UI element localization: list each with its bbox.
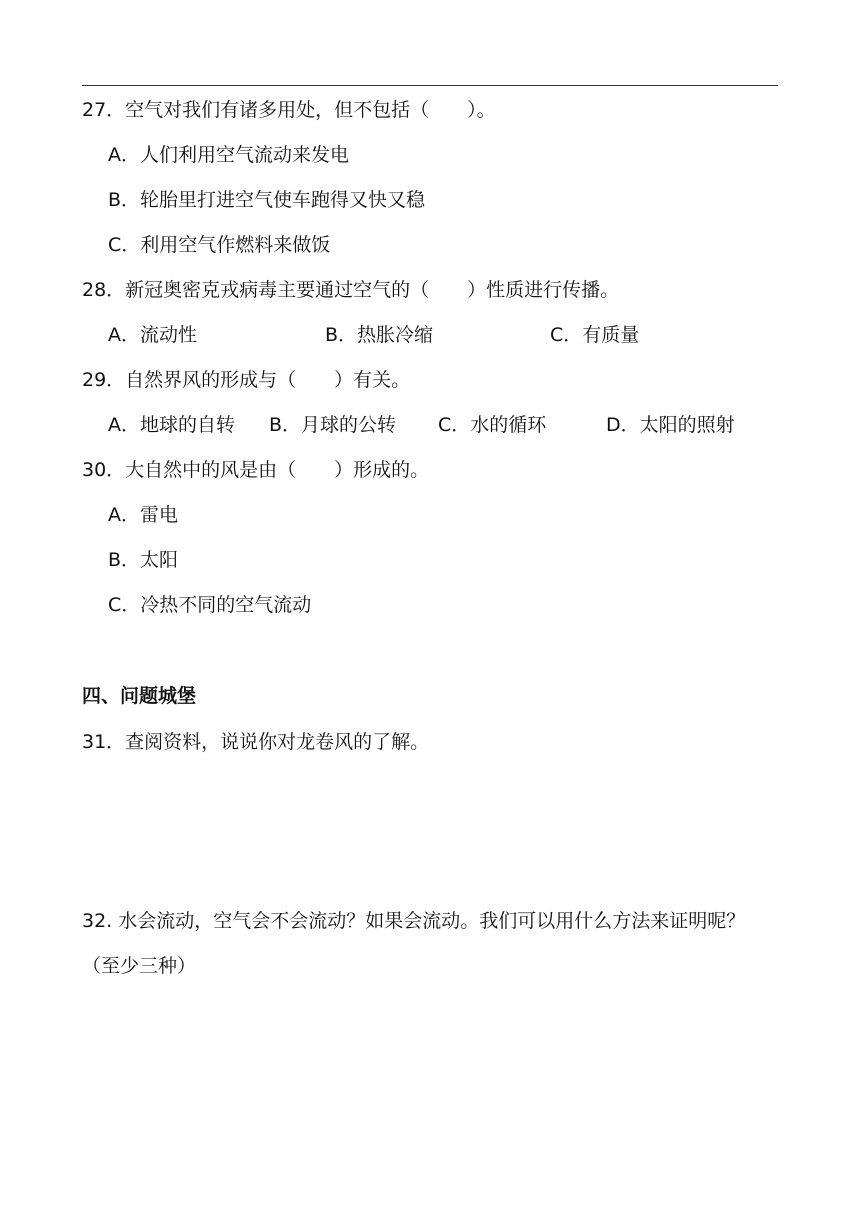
- question-30-option-a: A．雷电: [108, 504, 178, 526]
- question-28-stem: 28．新冠奥密克戎病毒主要通过空气的（ ）性质进行传播。: [82, 279, 620, 301]
- question-27-option-c: C．利用空气作燃料来做饭: [108, 234, 331, 256]
- question-27-stem: 27．空气对我们有诸多用处，但不包括（ ）。: [82, 99, 496, 121]
- header-rule: [82, 85, 778, 86]
- question-27-option-a: A．人们利用空气流动来发电: [108, 144, 349, 166]
- question-30-option-c: C．冷热不同的空气流动: [108, 594, 312, 616]
- question-28-option-c: C．有质量: [550, 324, 640, 346]
- question-29-option-a: A．地球的自转: [108, 414, 235, 436]
- question-29-option-c: C．水的循环: [438, 414, 547, 436]
- question-31-stem: 31．查阅资料，说说你对龙卷风的了解。: [82, 731, 430, 753]
- question-29-stem: 29．自然界风的形成与（ ）有关。: [82, 369, 411, 391]
- question-30-option-b: B．太阳: [108, 549, 179, 571]
- section-heading: 四、问题城堡: [82, 685, 197, 707]
- question-32-note: （至少三种）: [82, 955, 197, 977]
- question-32-stem: 32. 水会流动，空气会不会流动？如果会流动。我们可以用什么方法来证明呢？: [82, 910, 746, 932]
- question-27-option-b: B．轮胎里打进空气使车跑得又快又稳: [108, 189, 426, 211]
- question-28-option-a: A．流动性: [108, 324, 197, 346]
- question-29-option-b: B．月球的公转: [269, 414, 397, 436]
- question-29-option-d: D．太阳的照射: [606, 414, 735, 436]
- question-28-option-b: B．热胀冷缩: [325, 324, 434, 346]
- question-30-stem: 30．大自然中的风是由（ ）形成的。: [82, 459, 430, 481]
